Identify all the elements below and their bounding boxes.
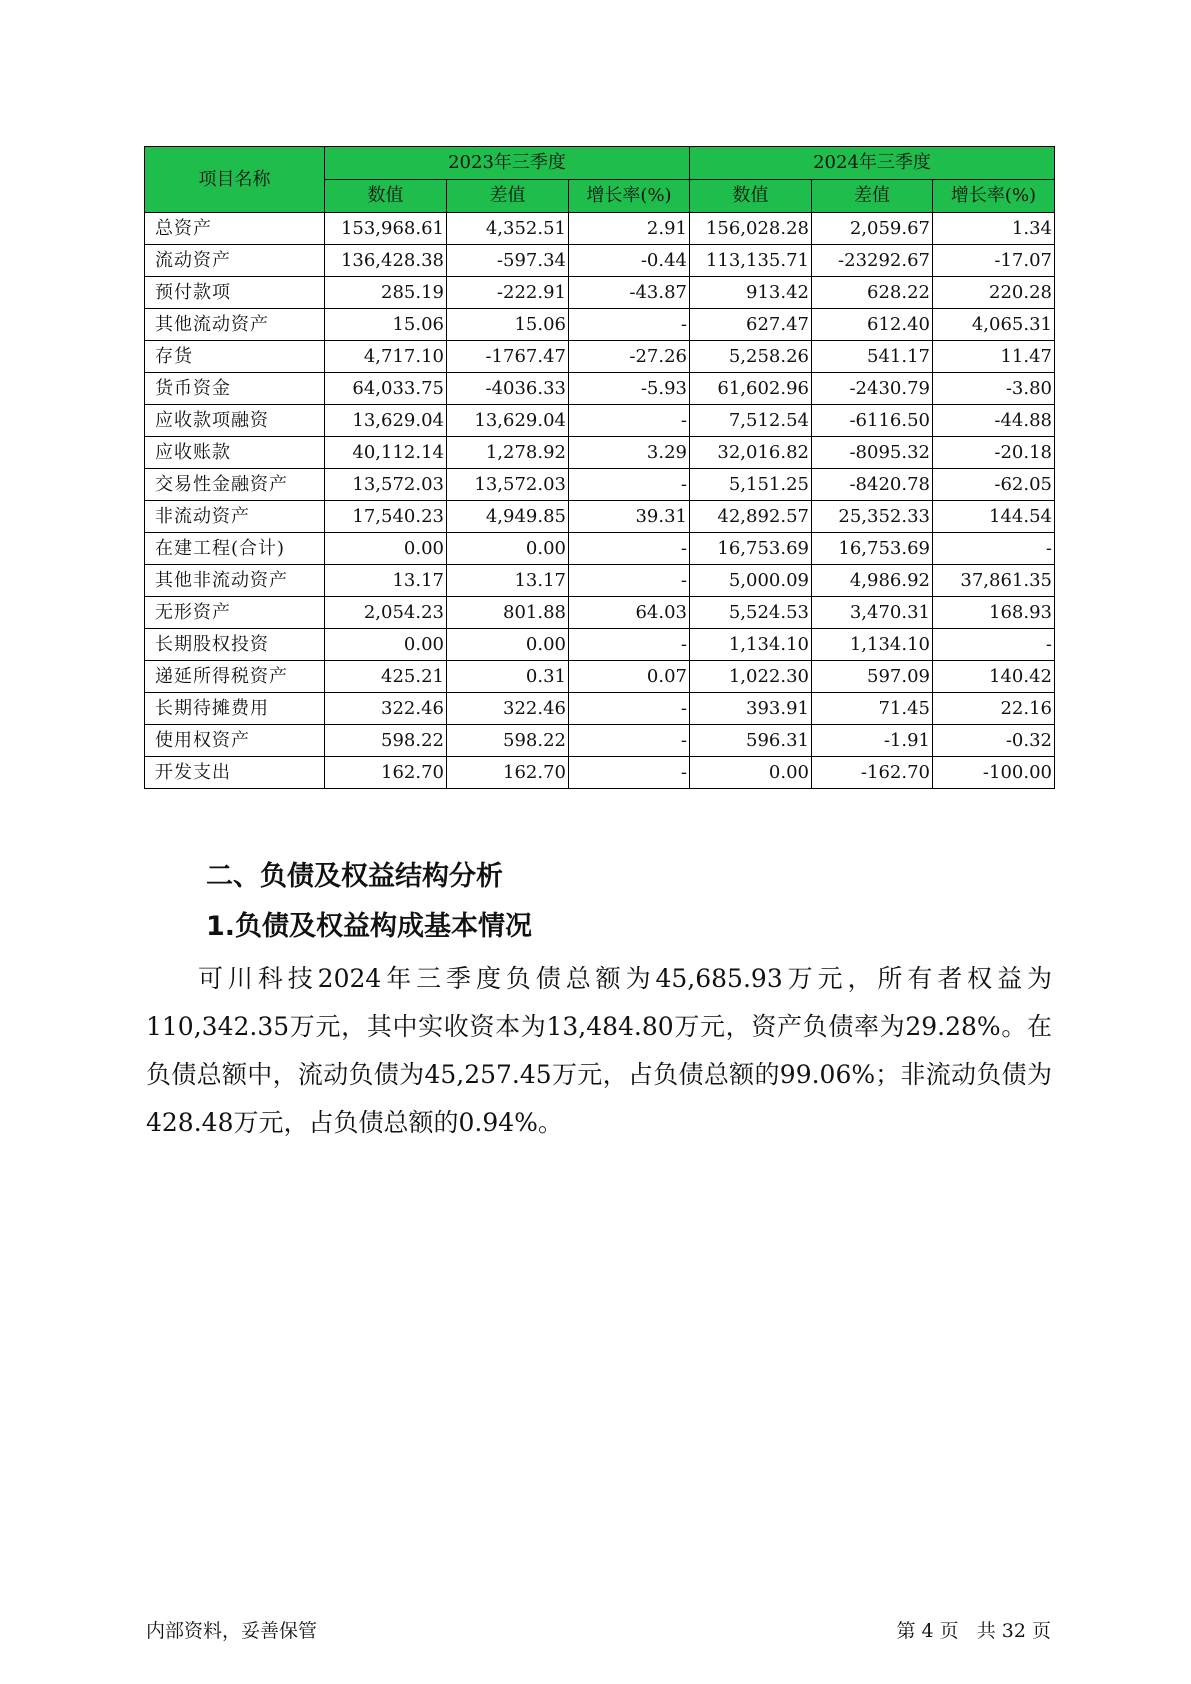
cell-growth-2024: 140.42 [933, 661, 1055, 693]
cell-value-2023: 425.21 [325, 661, 447, 693]
cell-diff-2023: 162.70 [447, 757, 569, 789]
table-row [145, 693, 1055, 725]
table-row [145, 309, 1055, 341]
table-row [145, 469, 1055, 501]
cell-value-2023: 40,112.14 [325, 437, 447, 469]
footer-confidential-note: 内部资料，妥善保管 [146, 1620, 318, 1642]
cell-row-name: 应收款项融资 [145, 405, 325, 437]
table-row [145, 725, 1055, 757]
cell-growth-2023: -27.26 [569, 341, 690, 373]
cell-value-2023: 153,968.61 [325, 213, 447, 245]
cell-value-2024: 5,258.26 [690, 341, 812, 373]
table-row [145, 213, 1055, 245]
cell-growth-2024: 168.93 [933, 597, 1055, 629]
cell-value-2023: 322.46 [325, 693, 447, 725]
cell-value-2024: 5,000.09 [690, 565, 812, 597]
cell-growth-2023: 2.91 [569, 213, 690, 245]
cell-value-2024: 156,028.28 [690, 213, 812, 245]
cell-growth-2023: - [569, 725, 690, 757]
cell-value-2024: 1,134.10 [690, 629, 812, 661]
cell-growth-2024: 37,861.35 [933, 565, 1055, 597]
cell-growth-2023: - [569, 693, 690, 725]
cell-row-name: 预付款项 [145, 277, 325, 309]
cell-growth-2023: 39.31 [569, 501, 690, 533]
cell-value-2023: 136,428.38 [325, 245, 447, 277]
cell-diff-2024: -6116.50 [812, 405, 933, 437]
cell-value-2023: 0.00 [325, 629, 447, 661]
cell-diff-2024: -1.91 [812, 725, 933, 757]
table-row [145, 661, 1055, 693]
cell-value-2024: 7,512.54 [690, 405, 812, 437]
cell-row-name: 总资产 [145, 213, 325, 245]
cell-diff-2024: 612.40 [812, 309, 933, 341]
cell-row-name: 存货 [145, 341, 325, 373]
section-heading: 二、负债及权益结构分析 [206, 861, 503, 892]
cell-diff-2024: -2430.79 [812, 373, 933, 405]
table-row [145, 437, 1055, 469]
cell-value-2023: 17,540.23 [325, 501, 447, 533]
cell-value-2023: 162.70 [325, 757, 447, 789]
cell-growth-2024: -62.05 [933, 469, 1055, 501]
cell-diff-2023: 13.17 [447, 565, 569, 597]
cell-value-2024: 913.42 [690, 277, 812, 309]
cell-diff-2024: 16,753.69 [812, 533, 933, 565]
cell-growth-2024: -3.80 [933, 373, 1055, 405]
cell-diff-2023: 13,572.03 [447, 469, 569, 501]
table-row [145, 341, 1055, 373]
cell-diff-2023: 801.88 [447, 597, 569, 629]
cell-diff-2023: 322.46 [447, 693, 569, 725]
cell-value-2023: 4,717.10 [325, 341, 447, 373]
cell-diff-2023: 0.00 [447, 533, 569, 565]
cell-value-2024: 5,151.25 [690, 469, 812, 501]
cell-value-2024: 32,016.82 [690, 437, 812, 469]
cell-diff-2023: 15.06 [447, 309, 569, 341]
cell-growth-2023: - [569, 629, 690, 661]
cell-value-2024: 0.00 [690, 757, 812, 789]
cell-row-name: 流动资产 [145, 245, 325, 277]
cell-diff-2023: -1767.47 [447, 341, 569, 373]
cell-growth-2024: 220.28 [933, 277, 1055, 309]
cell-growth-2024: -0.32 [933, 725, 1055, 757]
cell-value-2024: 5,524.53 [690, 597, 812, 629]
cell-row-name: 应收账款 [145, 437, 325, 469]
cell-growth-2023: - [569, 405, 690, 437]
cell-row-name: 递延所得税资产 [145, 661, 325, 693]
header-value-2023: 数值 [325, 180, 447, 213]
cell-growth-2023: -43.87 [569, 277, 690, 309]
cell-value-2024: 627.47 [690, 309, 812, 341]
header-period-2023: 2023年三季度 [325, 147, 690, 180]
cell-row-name: 交易性金融资产 [145, 469, 325, 501]
cell-growth-2023: - [569, 757, 690, 789]
cell-value-2024: 393.91 [690, 693, 812, 725]
cell-row-name: 其他流动资产 [145, 309, 325, 341]
cell-diff-2023: 4,949.85 [447, 501, 569, 533]
cell-diff-2024: -8095.32 [812, 437, 933, 469]
cell-value-2023: 285.19 [325, 277, 447, 309]
table-row [145, 597, 1055, 629]
cell-value-2023: 13.17 [325, 565, 447, 597]
header-growth-2023: 增长率(%) [569, 180, 690, 213]
cell-value-2023: 15.06 [325, 309, 447, 341]
cell-value-2024: 42,892.57 [690, 501, 812, 533]
cell-row-name: 货币资金 [145, 373, 325, 405]
table-row [145, 405, 1055, 437]
cell-value-2023: 598.22 [325, 725, 447, 757]
cell-diff-2023: 4,352.51 [447, 213, 569, 245]
cell-diff-2024: -8420.78 [812, 469, 933, 501]
cell-growth-2024: 11.47 [933, 341, 1055, 373]
cell-diff-2023: 598.22 [447, 725, 569, 757]
cell-row-name: 非流动资产 [145, 501, 325, 533]
cell-value-2024: 16,753.69 [690, 533, 812, 565]
header-item-name: 项目名称 [145, 147, 325, 213]
table-row [145, 501, 1055, 533]
cell-growth-2023: - [569, 309, 690, 341]
cell-diff-2023: 0.00 [447, 629, 569, 661]
cell-diff-2023: -597.34 [447, 245, 569, 277]
cell-growth-2023: - [569, 533, 690, 565]
cell-growth-2023: -0.44 [569, 245, 690, 277]
cell-diff-2024: 541.17 [812, 341, 933, 373]
cell-diff-2024: 597.09 [812, 661, 933, 693]
cell-diff-2024: -162.70 [812, 757, 933, 789]
cell-value-2023: 13,572.03 [325, 469, 447, 501]
cell-diff-2023: 13,629.04 [447, 405, 569, 437]
cell-row-name: 在建工程(合计) [145, 533, 325, 565]
header-diff-2024: 差值 [812, 180, 933, 213]
subsection-heading: 1.负债及权益构成基本情况 [206, 911, 533, 942]
cell-diff-2023: 1,278.92 [447, 437, 569, 469]
cell-row-name: 无形资产 [145, 597, 325, 629]
cell-growth-2023: 0.07 [569, 661, 690, 693]
cell-value-2024: 1,022.30 [690, 661, 812, 693]
cell-growth-2024: 4,065.31 [933, 309, 1055, 341]
table-row [145, 565, 1055, 597]
cell-diff-2024: 71.45 [812, 693, 933, 725]
cell-row-name: 开发支出 [145, 757, 325, 789]
cell-diff-2024: -23292.67 [812, 245, 933, 277]
cell-diff-2024: 1,134.10 [812, 629, 933, 661]
cell-growth-2024: -44.88 [933, 405, 1055, 437]
table-row [145, 277, 1055, 309]
cell-growth-2024: 1.34 [933, 213, 1055, 245]
cell-diff-2024: 628.22 [812, 277, 933, 309]
cell-growth-2023: - [569, 565, 690, 597]
cell-growth-2023: 3.29 [569, 437, 690, 469]
header-value-2024: 数值 [690, 180, 812, 213]
footer-page-number: 第 4 页 共 32 页 [896, 1620, 1051, 1642]
cell-diff-2023: -222.91 [447, 277, 569, 309]
cell-row-name: 使用权资产 [145, 725, 325, 757]
cell-diff-2024: 2,059.67 [812, 213, 933, 245]
cell-value-2023: 13,629.04 [325, 405, 447, 437]
cell-value-2023: 64,033.75 [325, 373, 447, 405]
header-period-2024: 2024年三季度 [690, 147, 1055, 180]
cell-value-2023: 2,054.23 [325, 597, 447, 629]
asset-structure-table [144, 146, 1055, 789]
cell-growth-2023: - [569, 469, 690, 501]
cell-diff-2024: 4,986.92 [812, 565, 933, 597]
cell-row-name: 其他非流动资产 [145, 565, 325, 597]
cell-diff-2024: 3,470.31 [812, 597, 933, 629]
cell-growth-2024: 22.16 [933, 693, 1055, 725]
cell-growth-2024: -20.18 [933, 437, 1055, 469]
table-row [145, 373, 1055, 405]
cell-diff-2024: 25,352.33 [812, 501, 933, 533]
cell-growth-2023: -5.93 [569, 373, 690, 405]
cell-row-name: 长期待摊费用 [145, 693, 325, 725]
cell-value-2024: 61,602.96 [690, 373, 812, 405]
table-row [145, 245, 1055, 277]
table-row [145, 629, 1055, 661]
table-body [145, 213, 1055, 789]
header-diff-2023: 差值 [447, 180, 569, 213]
cell-value-2024: 113,135.71 [690, 245, 812, 277]
cell-growth-2024: -17.07 [933, 245, 1055, 277]
body-paragraph: 可川科技2024年三季度负债总额为45,685.93万元，所有者权益为110,342.35万元，其中实收资本为13,484.80万元，资产负债率为29.28%。在负债总额中，流动负债为45,257.45万元，占负债总额的99.06%；非流动负债为428.48万元，占负债总额的0.94%。 [146, 964, 1052, 1137]
cell-diff-2023: 0.31 [447, 661, 569, 693]
cell-growth-2023: 64.03 [569, 597, 690, 629]
header-growth-2024: 增长率(%) [933, 180, 1055, 213]
cell-value-2024: 596.31 [690, 725, 812, 757]
cell-row-name: 长期股权投资 [145, 629, 325, 661]
cell-growth-2024: - [933, 533, 1055, 565]
cell-diff-2023: -4036.33 [447, 373, 569, 405]
cell-growth-2024: - [933, 629, 1055, 661]
cell-value-2023: 0.00 [325, 533, 447, 565]
table-row [145, 757, 1055, 789]
table-row [145, 533, 1055, 565]
cell-growth-2024: 144.54 [933, 501, 1055, 533]
cell-growth-2024: -100.00 [933, 757, 1055, 789]
